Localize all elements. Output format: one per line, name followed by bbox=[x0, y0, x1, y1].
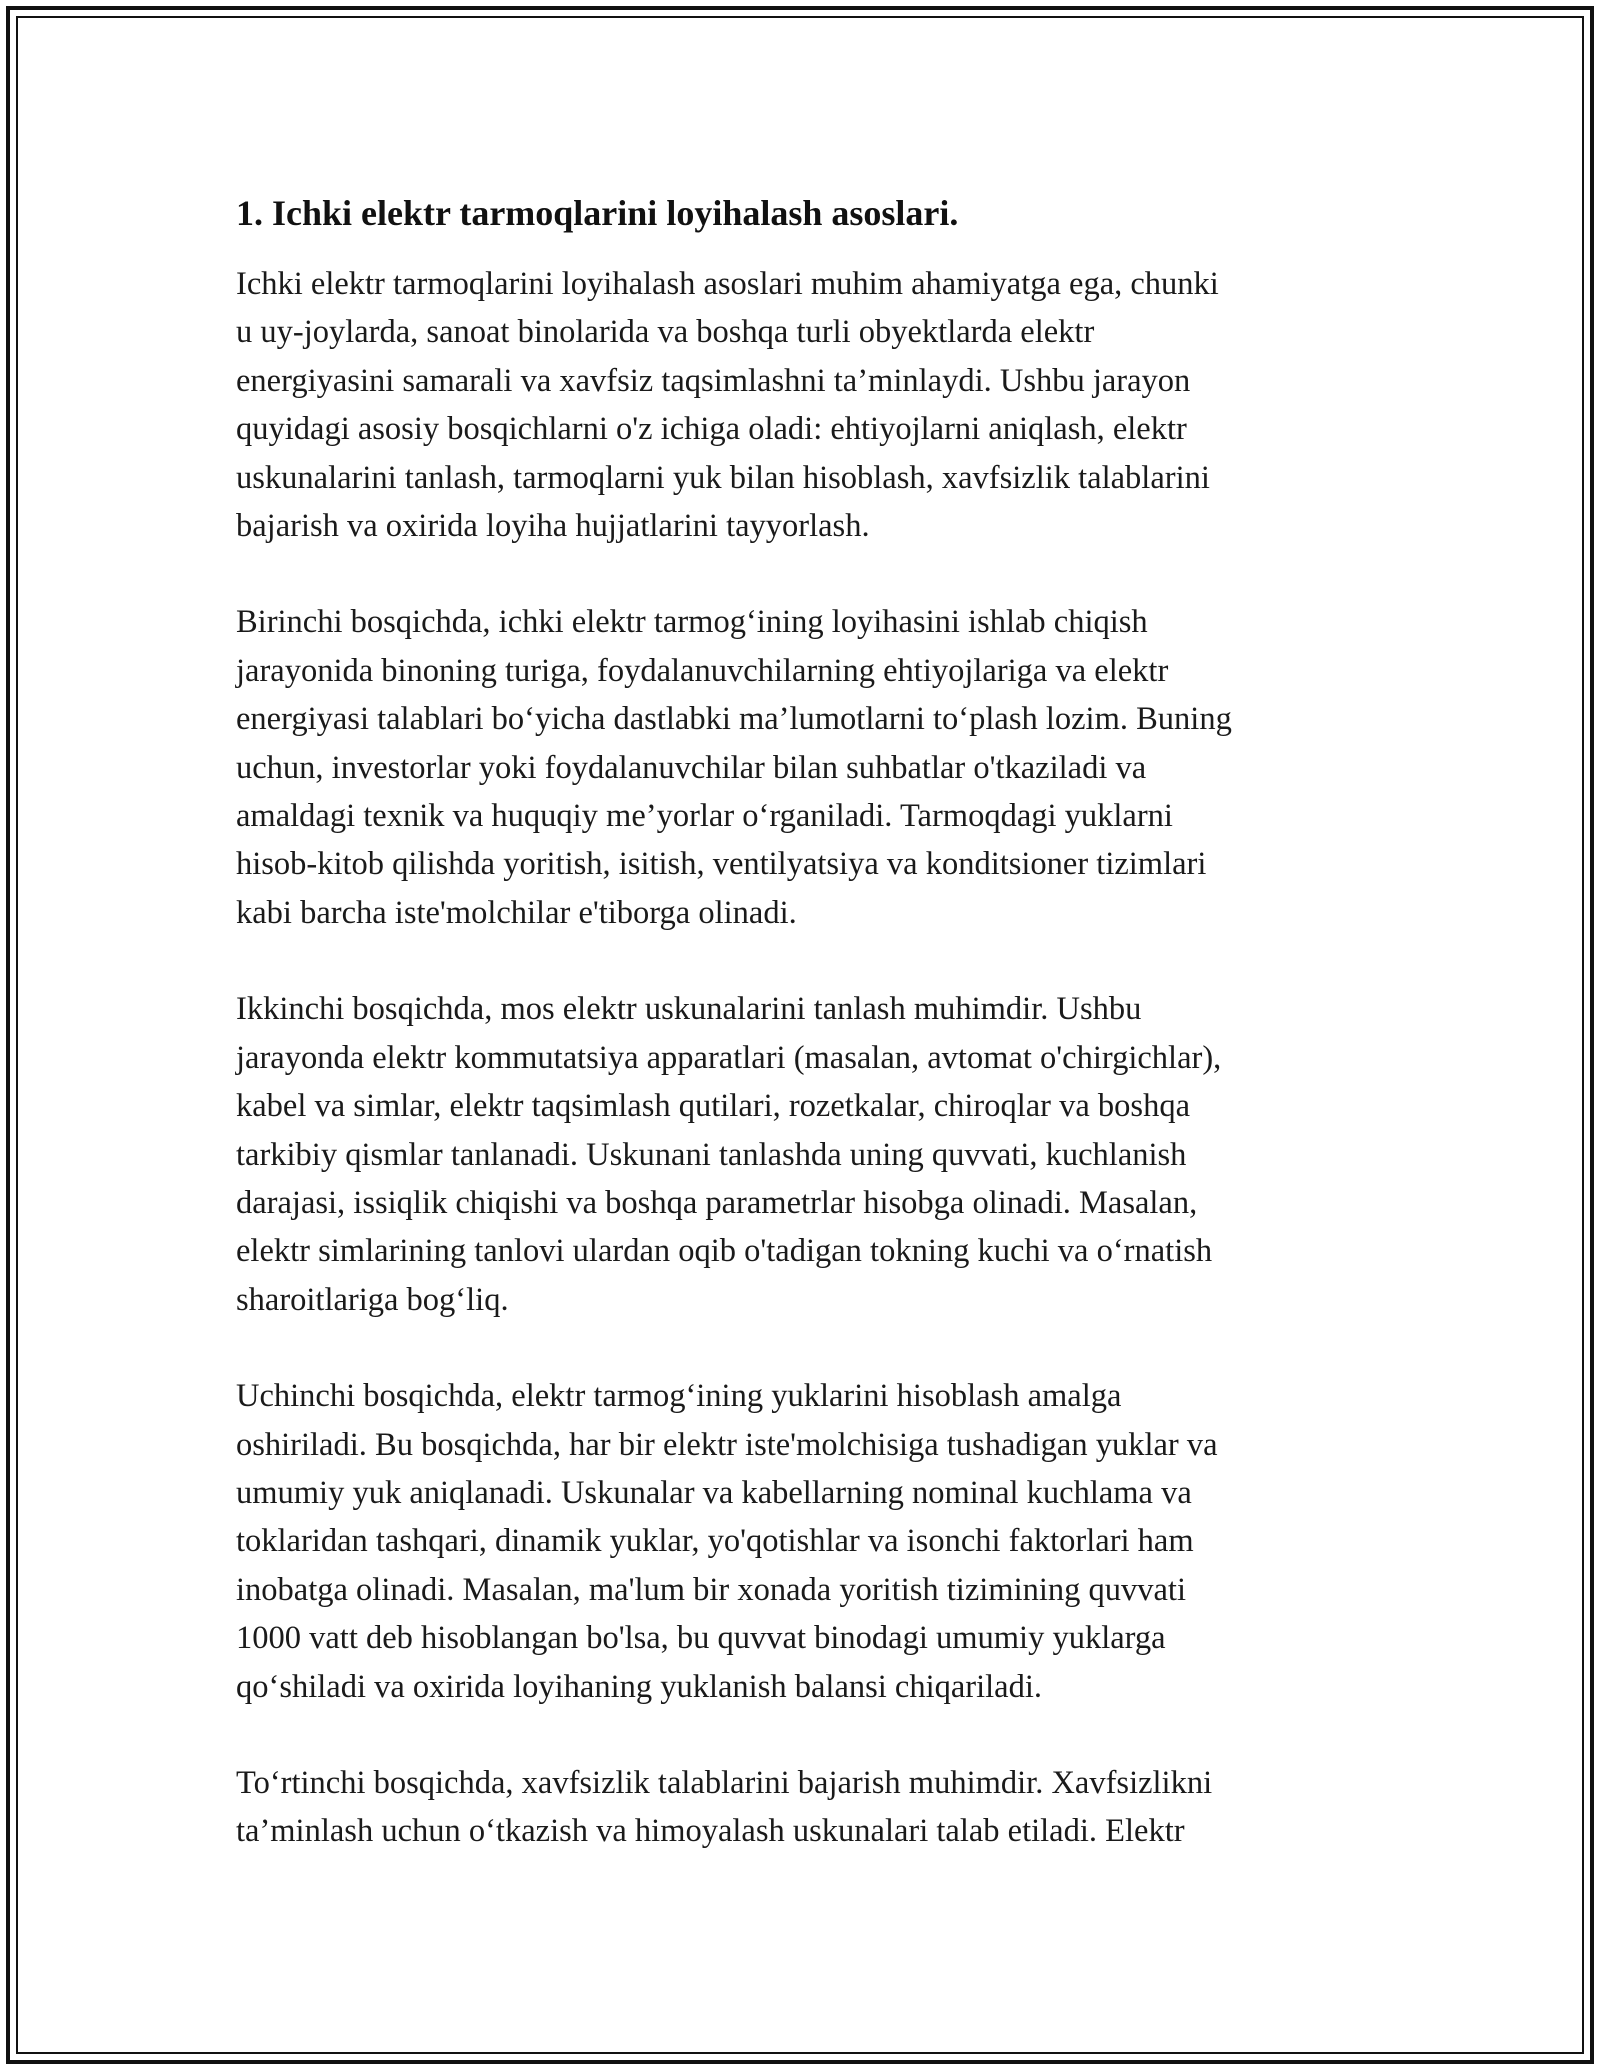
paragraph-stage-1: Birinchi bosqichda, ichki elektr tarmog‘ining loyihasini ishlab chiqish jarayonida binoning turiga, foydalanuvchilarning ehtiyojlariga va elektr energiyasi talablari bo‘yicha dastlabki ma’lumotlarni to‘plash lozim. Buning uchun, investorlar yoki foydalanuvchilar bilan suhbatlar o'tkaziladi va amaldagi texnik va huquqiy me’yorlar o‘rganiladi. Tarmoqdagi yuklarni hisob-kitob qilishda yoritish, isitish, ventilyatsiya va konditsioner tizimlari kabi barcha iste'molchilar e'tiborga olinadi. bbox=[236, 604, 1232, 931]
paragraph-stage-3: Uchinchi bosqichda, elektr tarmog‘ining yuklarini hisoblash amalga oshiriladi. Bu bosqichda, har bir elektr iste'molchisiga tushadigan yuklar va umumiy yuk aniqlanadi. Uskunalar va kabellarning nominal kuchlama va toklaridan tashqari, dinamik yuklar, yo'qotishlar va isonchi faktorlari ham inobatga olinadi. Masalan, ma'lum bir xonada yoritish tizimining quvvati 1000 vatt deb hisoblangan bo'lsa, bu quvvat binodagi umumiy yuklarga qo‘shiladi va oxirida loyihaning yuklanish balansi chiqariladi. bbox=[236, 1378, 1218, 1705]
paragraph-stage-4: To‘rtinchi bosqichda, xavfsizlik talablarini bajarish muhimdir. Xavfsizlikni ta’minlash uchun o‘tkazish va himoyalash uskunalari talab etiladi. Elektr bbox=[236, 1764, 1213, 1850]
section-heading: 1. Ichki elektr tarmoqlarini loyihalash asoslari. bbox=[236, 193, 959, 233]
document-body bbox=[236, 188, 1366, 1904]
paragraph-intro: Ichki elektr tarmoqlarini loyihalash asoslari muhim ahamiyatga ega, chunki u uy-joylarda, sanoat binolarida va boshqa turli obyektlarda elektr energiyasini samarali va xavfsiz taqsimlashni ta’minlaydi. Ushbu jarayon quyidagi asosiy bosqichlarni o'z ichiga oladi: ehtiyojlarni aniqlash, elektr uskunalarini tanlash, tarmoqlarni yuk bilan hisoblash, xavfsizlik talablarini bajarish va oxirida loyiha hujjatlarini tayyorlash. bbox=[236, 266, 1219, 545]
paragraph-stage-2: Ikkinchi bosqichda, mos elektr uskunalarini tanlash muhimdir. Ushbu jarayonda elektr kommutatsiya apparatlari (masalan, avtomat o'chirgichlar), kabel va simlar, elektr taqsimlash qutilari, rozetkalar, chiroqlar va boshqa tarkibiy qismlar tanlanadi. Uskunani tanlashda uning quvvati, kuchlanish darajasi, issiqlik chiqishi va boshqa parametrlar hisobga olinadi. Masalan, elektr simlarining tanlovi ulardan oqib o'tadigan tokning kuchi va o‘rnatish sharoitlariga bog‘liq. bbox=[236, 991, 1222, 1318]
